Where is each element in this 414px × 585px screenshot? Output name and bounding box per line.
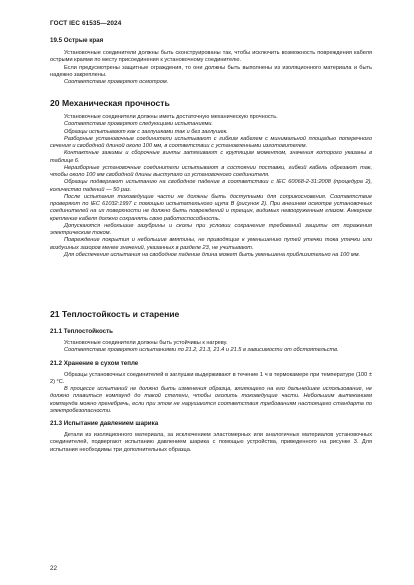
subsection-title: 21.1 Теплостойкость <box>50 328 113 335</box>
paragraph: Неразборные установочные соединители испытывают в состоянии поставки, гибкий кабель обрезают так, чтобы около 100 мм свободной длины выступало из установочного соединителя. <box>50 164 372 178</box>
paragraph: Контактные зажимы и сборочные винты затягивают с крутящим моментом, значения которого указаны в таблице 6. <box>50 150 372 164</box>
paragraph: Установочные соединители должны быть устойчивы к нагреву. <box>64 340 228 346</box>
section-title: 21 Теплостойкость и старение <box>50 309 180 319</box>
section-20 <box>50 98 372 259</box>
paragraph: Установочные соединители должны иметь достаточную механическую прочность. <box>64 114 278 120</box>
section-21-1 <box>50 328 372 355</box>
paragraph: Соответствие проверяют осмотром. <box>64 79 169 85</box>
subsection-title: 21.2 Хранение в сухом тепле <box>50 359 139 367</box>
subsection-title: 21.3 Испытание давлением шарика <box>50 420 159 427</box>
paragraph: Допускаются небольшие зазубрины и сколы при условии сохранения требований защиты от поражения электрическим током. <box>50 222 372 236</box>
section-title: 20 Механическая прочность <box>50 98 170 108</box>
paragraph: Образцы установочных соединителей в заглушки выдерживают в течение 1 ч в термокамере при температуре (100 ± 2) °С. <box>50 371 372 385</box>
paragraph: Разборные установочные соединители испытывают с гибким кабелем с минимальной площадью поперечного сечения и свободной длиной около 100 мм, в соответствии с установленными изготовителем. <box>50 135 372 149</box>
paragraph: После испытания токоведущие части не должны быть доступными для соприкосновения. Соответствие проверяют по IEC 61032:1997 с помощью испытательного щупа В (рисунок 2). При внешнем осмотре установочных соединителей на их поверхности не должно быть повреждений и трещин, видимых невооруженным глазом. Анкерное крепление кабеля должно сохранять свою работоспособность. <box>50 193 372 222</box>
document-header: ГОСТ IEC 61535—2024 <box>50 20 122 27</box>
paragraph: Образцы подвергают испытанию на свободное падение в соответствии с IEC 60068-2-31:2008 (процедура 2), количество падений — 50 раз. <box>50 179 372 193</box>
section-title: 19.5 Острые края <box>50 37 104 44</box>
paragraph: Соответствие проверяют испытаниями по 21.2, 21.3, 21.4 и 21.5 в зависимости от обстоятельств. <box>64 347 339 354</box>
paragraph: Установочные соединители должны быть сконструированы так, чтобы исключить возможность повреждения кабеля острыми краями по месту присоединения к установочному соединителю. <box>50 50 372 64</box>
paragraph: Образцы испытывают как с заглушками так и без заглушек. <box>64 128 228 135</box>
section-21-2 <box>50 360 372 416</box>
paragraph: Для обеспечения испытания на свободное падение длина может быть уменьшена приблизительно на 100 мм. <box>64 251 361 258</box>
section-21-3 <box>50 420 372 454</box>
paragraph: В процессе испытаний не должно быть изменения образца, влияющего на его дальнейшее использование, не должно плавиться компаунд до такой степени, чтобы оголить токоведущие части. Небольшим вытеканием компаунда можно пренебречь, если при этом не нарушаются соответствия требованиям настоящего стандарта по электробезопасности. <box>50 386 372 414</box>
section-21 <box>50 309 372 454</box>
paragraph: Соответствие проверяют следующими испытаниями. <box>64 121 214 128</box>
paragraph: Повреждение покрытия и небольшие вмятины, не приводящие к уменьшению путей утечки тока утечки или воздушных зазоров менее значений, указанных в разделе 23, не учитывают. <box>50 237 372 251</box>
paragraph: Если предусмотрены защитные ограждения, то они должны быть выполнены из изоляционного материала и быть надежно закреплены. <box>50 64 372 78</box>
paragraph: Детали из изоляционного материала, за исключением эластомерных или аналогичных материалов установочных соединителей, подвергают испытанию давлением шарика с помощью устройства, приведенного на рисунке 3. Для испытания необходимы три дополнительных образца. <box>50 432 372 453</box>
section-19-5 <box>50 37 372 86</box>
page-number: 22 <box>50 565 58 572</box>
